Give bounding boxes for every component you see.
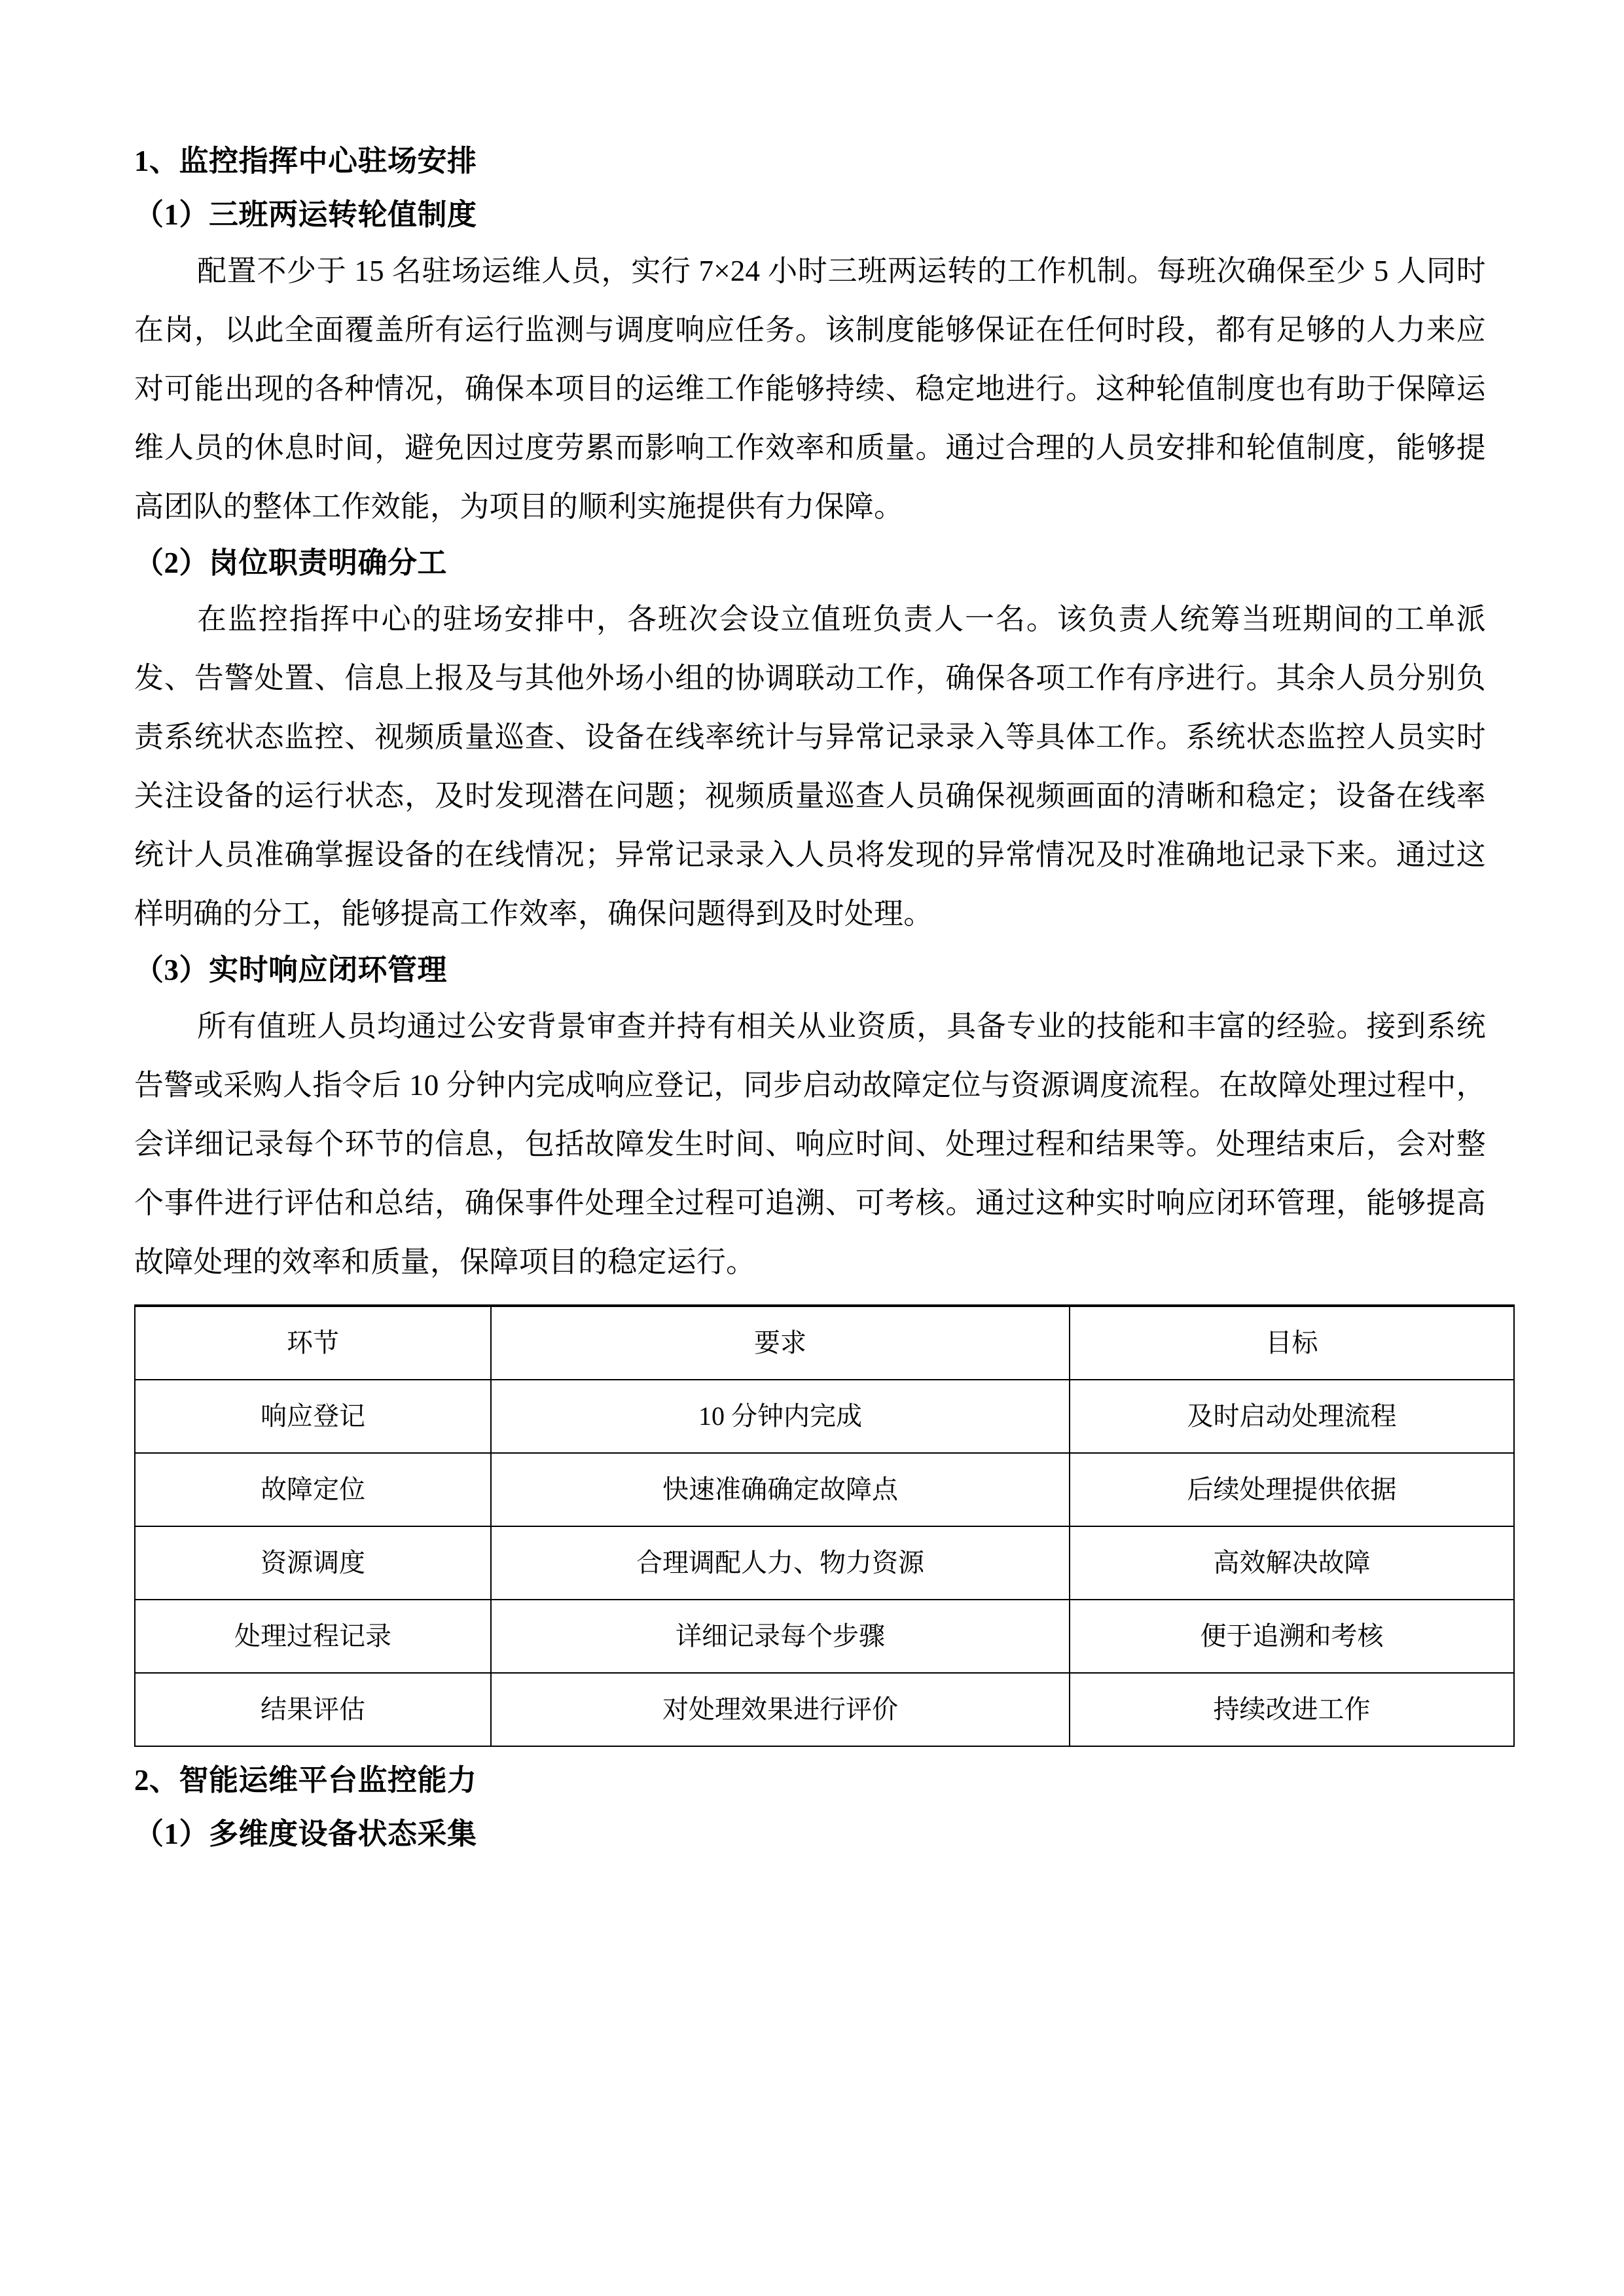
table-cell-stage: 资源调度 <box>135 1526 491 1600</box>
section-heading-1: 1、监控指挥中心驻场安排 <box>134 145 477 177</box>
table-cell-requirement: 详细记录每个步骤 <box>491 1600 1070 1673</box>
table-header-cell-stage: 环节 <box>135 1306 491 1380</box>
table-cell-goal: 持续改进工作 <box>1070 1673 1514 1746</box>
table-row <box>135 1453 1514 1526</box>
table-row <box>135 1380 1514 1453</box>
subsection-heading-1-2: （2）岗位职责明确分工 <box>134 547 448 579</box>
table-header-cell-requirement: 要求 <box>491 1306 1070 1380</box>
table-cell-goal: 及时启动处理流程 <box>1070 1380 1514 1453</box>
subsection-heading-2-1: （1）多维度设备状态采集 <box>134 1818 477 1850</box>
table-row <box>135 1600 1514 1673</box>
table-row <box>135 1526 1514 1600</box>
table-header-cell-goal: 目标 <box>1070 1306 1514 1380</box>
table-cell-stage: 响应登记 <box>135 1380 491 1453</box>
paragraph-1-1: 配置不少于 15 名驻场运维人员，实行 7×24 小时三班两运转的工作机制。每班次确保至少 5 人同时在岗，以此全面覆盖所有运行监测与调度响应任务。该制度能够保证在任何时段，都有足够的人力来应对可能出现的各种情况，确保本项目的运维工作能够持续、稳定地进行。这种轮值制度也有助于保障运维人员的休息时间，避免因过度劳累而影响工作效率和质量。通过合理的人员安排和轮值制度，能够提高团队的整体工作效能，为项目的顺利实施提供有力保障。 <box>134 255 1486 523</box>
table-cell-goal: 高效解决故障 <box>1070 1526 1514 1600</box>
table-row <box>135 1673 1514 1746</box>
table-cell-goal: 后续处理提供依据 <box>1070 1453 1514 1526</box>
table-header-row <box>135 1306 1514 1380</box>
table-cell-requirement: 合理调配人力、物力资源 <box>491 1526 1070 1600</box>
table-cell-goal: 便于追溯和考核 <box>1070 1600 1514 1673</box>
table-cell-requirement: 快速准确确定故障点 <box>491 1453 1070 1526</box>
table-cell-stage: 结果评估 <box>135 1673 491 1746</box>
table-body <box>135 1306 1514 1746</box>
subsection-heading-1-1: （1）三班两运转轮值制度 <box>134 198 477 231</box>
subsection-heading-1-3: （3）实时响应闭环管理 <box>134 954 448 986</box>
response-process-table <box>134 1304 1515 1747</box>
paragraph-1-3: 所有值班人员均通过公安背景审查并持有相关从业资质，具备专业的技能和丰富的经验。接到系统告警或采购人指令后 10 分钟内完成响应登记，同步启动故障定位与资源调度流程。在故障处理过程中，会详细记录每个环节的信息，包括故障发生时间、响应时间、处理过程和结果等。处理结束后，会对整个事件进行评估和总结，确保事件处理全过程可追溯、可考核。通过这种实时响应闭环管理，能够提高故障处理的效率和质量，保障项目的稳定运行。 <box>134 1010 1486 1278</box>
table-cell-stage: 处理过程记录 <box>135 1600 491 1673</box>
document-body <box>134 134 1486 1861</box>
table-cell-requirement: 10 分钟内完成 <box>491 1380 1070 1453</box>
section-heading-2: 2、智能运维平台监控能力 <box>134 1764 477 1797</box>
table-cell-requirement: 对处理效果进行评价 <box>491 1673 1070 1746</box>
paragraph-1-2: 在监控指挥中心的驻场安排中，各班次会设立值班负责人一名。该负责人统筹当班期间的工单派发、告警处置、信息上报及与其他外场小组的协调联动工作，确保各项工作有序进行。其余人员分别负责系统状态监控、视频质量巡查、设备在线率统计与异常记录录入等具体工作。系统状态监控人员实时关注设备的运行状态，及时发现潜在问题；视频质量巡查人员确保视频画面的清晰和稳定；设备在线率统计人员准确掌握设备的在线情况；异常记录录入人员将发现的异常情况及时准确地记录下来。通过这样明确的分工，能够提高工作效率，确保问题得到及时处理。 <box>134 603 1486 930</box>
response-process-table-wrapper <box>134 1304 1486 1747</box>
table-cell-stage: 故障定位 <box>135 1453 491 1526</box>
